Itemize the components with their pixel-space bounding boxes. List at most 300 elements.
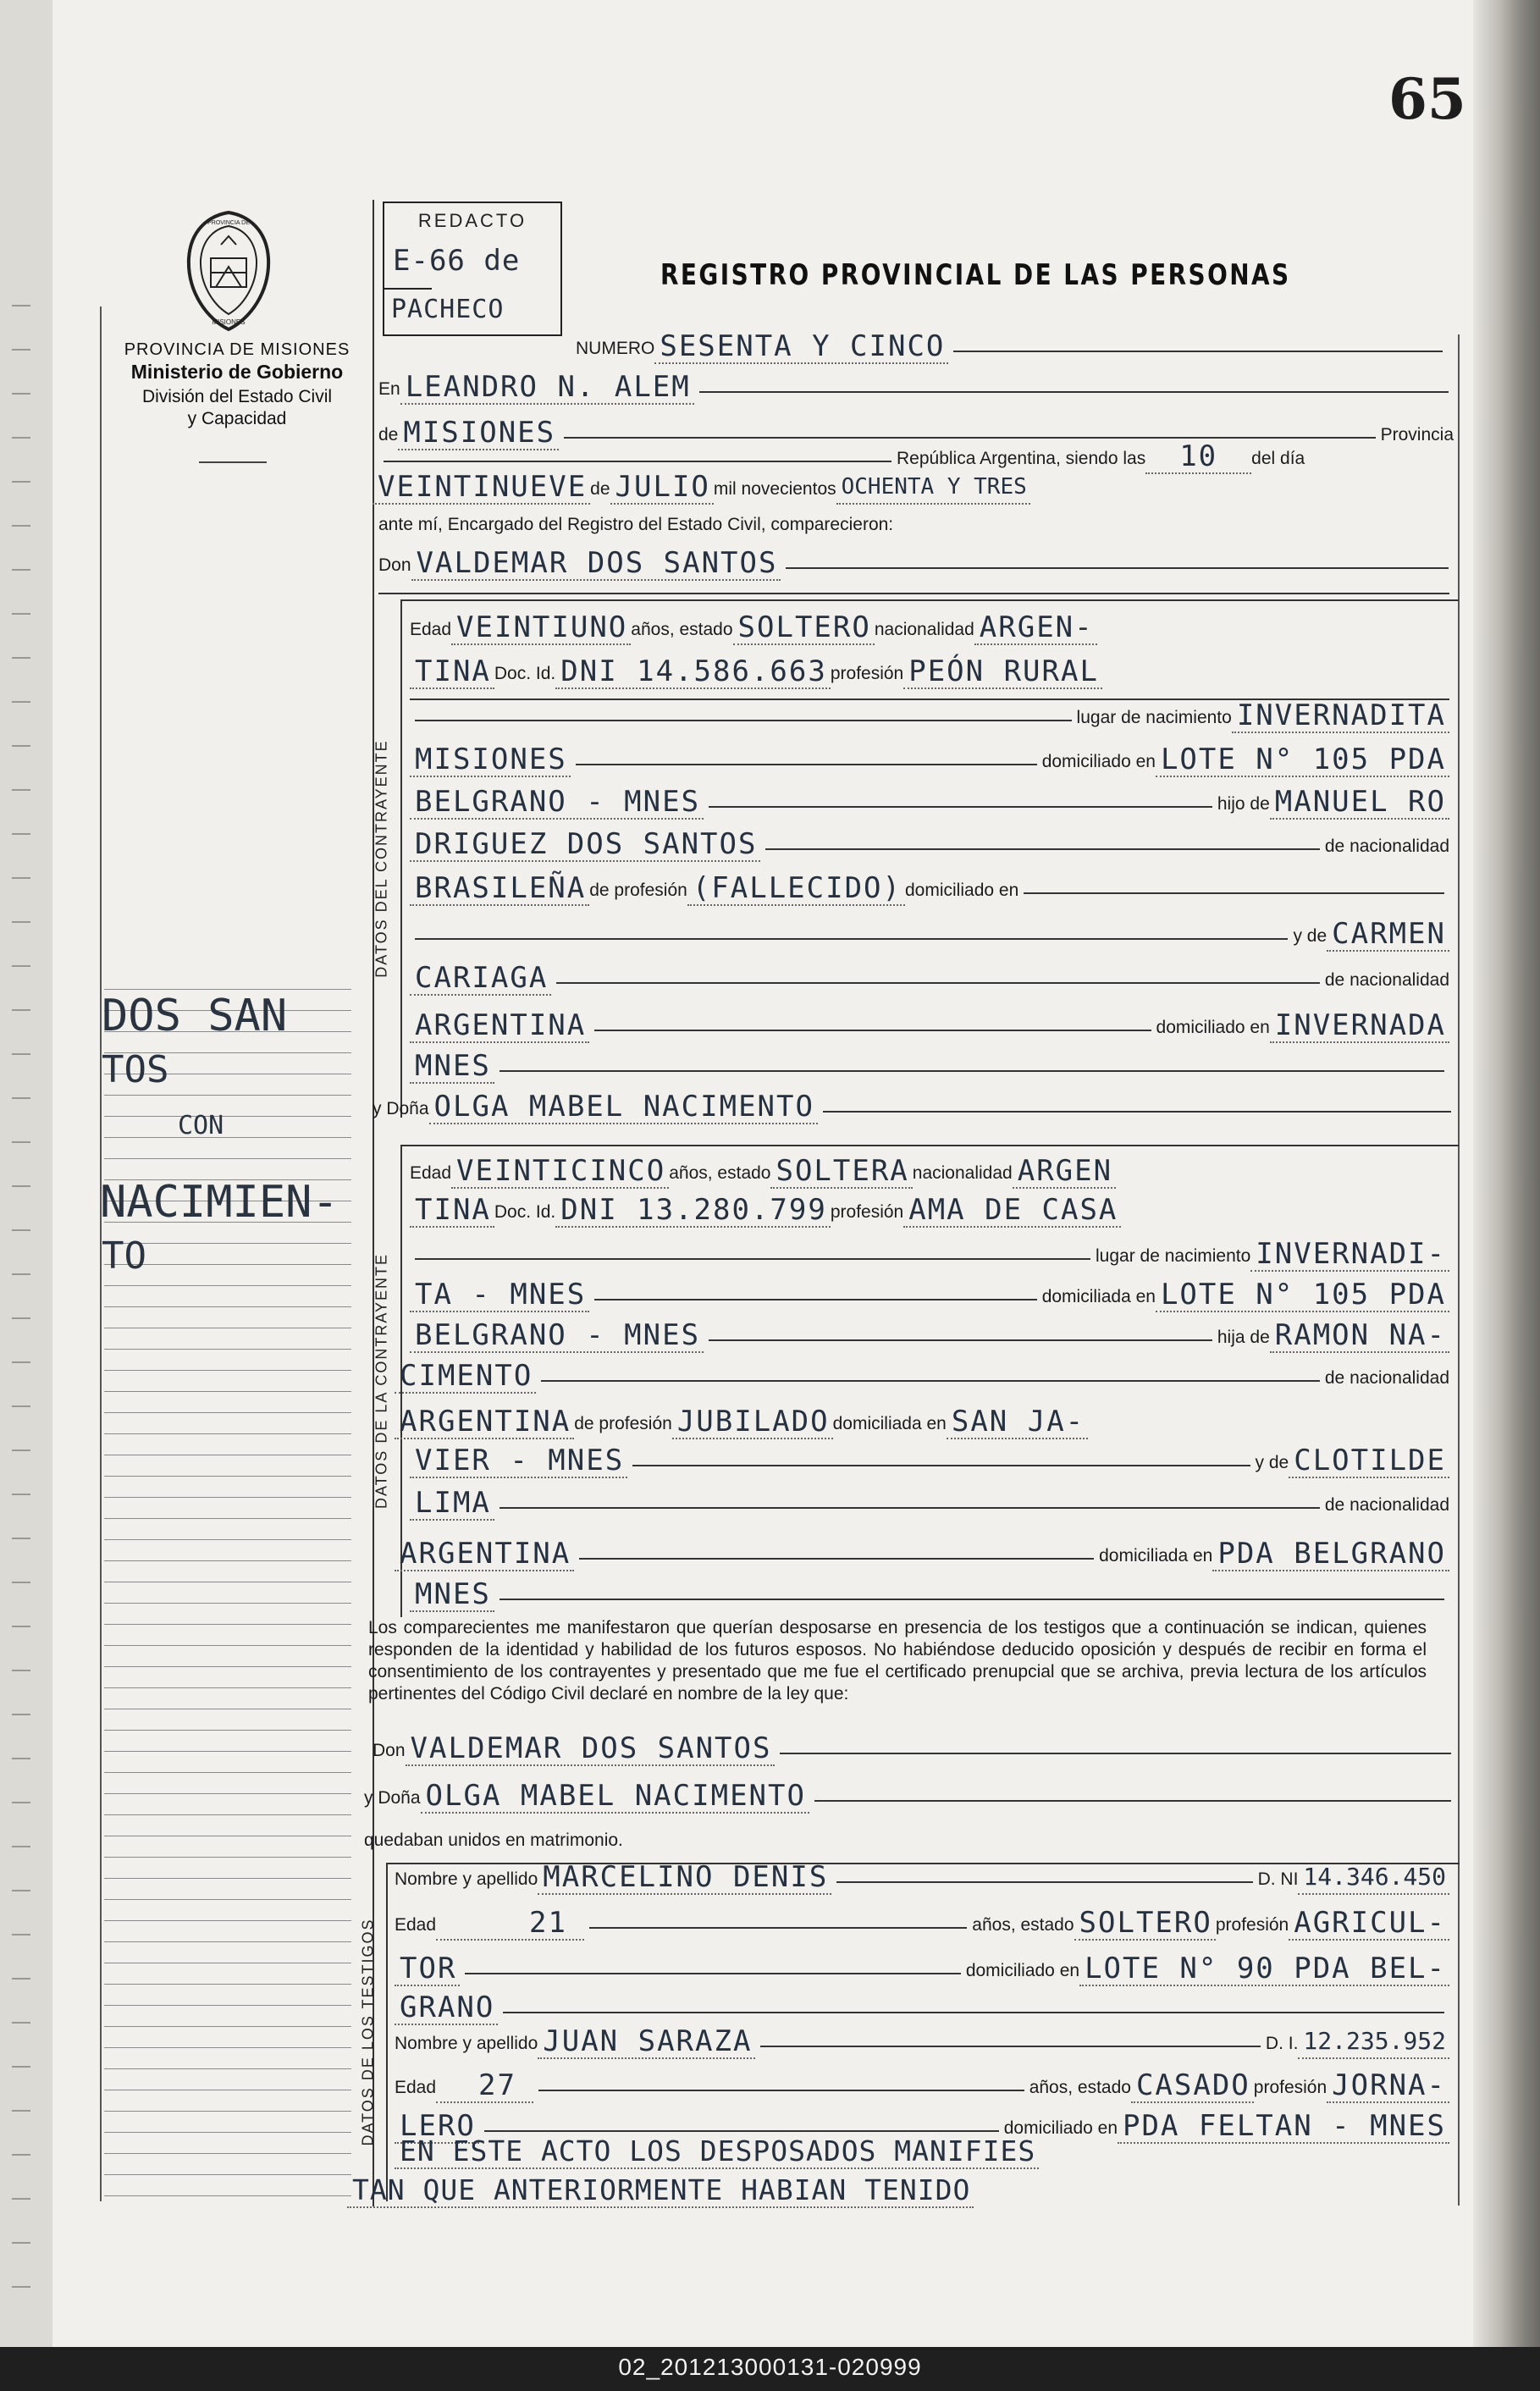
contrayenta-row-7	[395, 1400, 1449, 1439]
padre-profesion-value: JUBILADO	[672, 1405, 833, 1439]
padre-domicilio-label: domiciliada en	[832, 1414, 947, 1433]
margin-note-line-3: CON	[178, 1111, 224, 1140]
dash-fill	[541, 1380, 1320, 1382]
de-nacionalidad-label: de nacionalidad	[1324, 970, 1449, 990]
padre-domicilio-label: domiciliado en	[905, 881, 1019, 900]
edge-tick	[12, 1538, 30, 1539]
margin-ruled-line	[104, 1095, 351, 1096]
de-nacionalidad-label: de nacionalidad	[1324, 837, 1449, 856]
edge-tick	[12, 1450, 30, 1451]
edge-tick	[12, 1405, 30, 1407]
dona-row	[373, 1085, 1456, 1124]
dash-fill	[632, 1465, 1250, 1466]
nombre-label: Nombre y apellido	[395, 2034, 538, 2053]
margin-ruled-line	[104, 1814, 351, 1815]
margin-ruled-line	[104, 2153, 351, 2154]
margin-ruled-line	[104, 2195, 351, 2196]
domicilio-value: PDA FELTAN - MNES	[1118, 2110, 1449, 2144]
act-en-row	[378, 366, 1454, 405]
margin-ruled-line	[104, 2174, 351, 2175]
padre-domicilio-value-a: SAN JA-	[947, 1405, 1088, 1439]
de-profesion-label: de profesión	[574, 1414, 672, 1433]
contrayenta-row-11	[410, 1573, 1449, 1612]
y-de-label: y de	[1293, 926, 1327, 946]
anios-estado-label: años, estado	[972, 1915, 1074, 1935]
lugar-nacimiento-label: lugar de nacimiento	[1096, 1246, 1251, 1266]
dash-fill	[500, 1599, 1444, 1600]
footer-code: 02_201213000131-020999	[618, 2354, 922, 2380]
testigos-note-row-2	[347, 2169, 1456, 2208]
act-ante-row	[378, 501, 1454, 540]
testigo-2-row-1	[395, 2020, 1449, 2059]
estado-value: SOLTERO	[1074, 1907, 1216, 1941]
contrayenta-section-top-rule	[400, 1145, 1459, 1146]
dash-fill	[465, 1973, 960, 1974]
dash-fill	[415, 1258, 1090, 1260]
y-de-label: y de	[1255, 1453, 1289, 1472]
lugar-nacimiento-label: lugar de nacimiento	[1076, 708, 1232, 727]
contrayenta-section-text: DATOS DE LA CONTRAYENTE	[373, 1252, 390, 1510]
edge-tick	[12, 1141, 30, 1143]
margin-ruled-line	[104, 1666, 351, 1667]
dash-fill	[594, 1030, 1151, 1031]
dash-fill	[503, 2012, 1444, 2013]
profesion-label: profesión	[1253, 2078, 1327, 2097]
dona-label: y Doña	[373, 1099, 429, 1118]
edge-tick	[12, 1494, 30, 1495]
margin-ruled-line	[104, 1645, 351, 1646]
profesion-value-b: TOR	[395, 1952, 460, 1986]
padre-nacionalidad-value: BRASILEÑA	[410, 872, 589, 906]
madre-value-b: CARIAGA	[410, 962, 551, 996]
margin-ruled-line	[104, 1920, 351, 1921]
provincia-value: MISIONES	[398, 417, 559, 450]
contrayenta-row-5	[410, 1314, 1449, 1353]
dash-fill	[589, 1927, 967, 1929]
contrayenta-row-8	[410, 1439, 1449, 1478]
org-division: División del Estado Civil	[141, 387, 333, 406]
edge-tick	[12, 613, 30, 615]
contrayente-section-rule	[400, 599, 402, 1118]
testigos-note-row-1	[395, 2130, 1449, 2169]
madre-value-a: CARMEN	[1327, 918, 1449, 952]
decl-don-label: Don	[373, 1741, 406, 1760]
decl-dona-value: OLGA MABEL NACIMENTO	[421, 1780, 809, 1814]
contrayente-row-4	[410, 738, 1449, 777]
dash-fill	[556, 982, 1320, 984]
margin-ruled-line	[104, 1137, 351, 1138]
dash-fill	[384, 461, 891, 462]
di-label: D. I.	[1265, 2034, 1299, 2053]
margin-rule-right	[1458, 334, 1460, 2206]
dia-value: VEINTINUEVE	[373, 471, 590, 505]
dash-fill	[836, 1881, 1252, 1883]
de-nacionalidad-label: de nacionalidad	[1324, 1368, 1449, 1388]
profesion-label: profesión	[830, 1202, 904, 1222]
margin-ruled-line	[104, 1158, 351, 1159]
padre-nacionalidad-value: ARGENTINA	[395, 1405, 574, 1439]
edge-tick	[12, 2022, 30, 2024]
mil-novecientos-label: mil novecientos	[713, 479, 836, 499]
margin-note-line-5: TO	[102, 1234, 146, 1278]
numero-label: NUMERO	[576, 339, 655, 358]
edge-tick	[12, 1890, 30, 1891]
provincial-seal-icon	[182, 207, 275, 334]
edge-tick	[12, 1978, 30, 1980]
margin-ruled-line	[104, 1539, 351, 1540]
profesion-label: profesión	[830, 664, 904, 683]
margin-ruled-line	[104, 2068, 351, 2069]
padre-domicilio-value-b: VIER - MNES	[410, 1444, 627, 1478]
margin-ruled-line	[104, 1433, 351, 1434]
stamp-line-1: E-66 de	[393, 244, 521, 278]
declaration-paragraph: Los comparecientes me manifestaron que querían desposarse en presencia de los testigos que a continuación se indican, quienes responden de la identidad y habilidad de los futuros esposos. No habiéndose deducido oposición y después de recibir en forma el consentimiento de los contrayentes y presentado que me fue el certificado prenupcial que se archiva, previa lectura de los artículos pertinentes del Código Civil declaré en nombre de la ley que:	[368, 1618, 1427, 1704]
testigos-section-label	[356, 1863, 381, 2201]
margin-ruled-line	[104, 2047, 351, 2048]
margin-ruled-line	[104, 2132, 351, 2133]
dash-fill	[709, 806, 1212, 808]
margin-ruled-line	[104, 1285, 351, 1286]
edge-tick	[12, 1361, 30, 1363]
margin-ruled-line	[104, 1497, 351, 1498]
nacionalidad-label: nacionalidad	[874, 620, 974, 639]
dash-fill	[814, 1800, 1451, 1802]
nombre-label: Nombre y apellido	[395, 1869, 538, 1889]
edad-label: Edad	[395, 2078, 437, 2097]
anios-estado-label: años, estado	[1029, 2078, 1131, 2097]
margin-ruled-line	[104, 2005, 351, 2006]
contrayenta-row-1	[410, 1150, 1449, 1189]
domicilio-label: domiciliado en	[1041, 752, 1156, 771]
margin-ruled-line	[104, 1878, 351, 1879]
dash-fill	[823, 1111, 1451, 1113]
quedaban-row	[364, 1817, 1456, 1856]
edge-tick	[12, 1317, 30, 1319]
doc-label: Doc. Id.	[494, 1202, 556, 1222]
contrayente-row-2	[410, 650, 1449, 689]
madre-domicilio-value-a: PDA BELGRANO	[1212, 1538, 1449, 1571]
margin-ruled-line	[104, 1476, 351, 1477]
madre-domicilio-value-b: MNES	[410, 1050, 494, 1084]
margin-ruled-line	[104, 1751, 351, 1752]
margin-ruled-line	[104, 2026, 351, 2027]
stamp-line-2: PACHECO	[391, 295, 505, 324]
profesion-value: PEÓN RURAL	[903, 655, 1102, 689]
de-label: de	[378, 425, 399, 445]
profesion-value-b: LERO	[395, 2110, 479, 2144]
domicilio-value-a: LOTE N° 105 PDA	[1156, 1278, 1449, 1312]
padre-value-a: RAMON NA-	[1270, 1319, 1449, 1353]
dash-fill	[500, 1507, 1320, 1509]
edge-tick	[12, 1229, 30, 1231]
margin-ruled-line	[104, 1857, 351, 1858]
de-profesion-label: de profesión	[589, 881, 687, 900]
edad-label: Edad	[410, 1163, 452, 1183]
stamp-divider	[383, 288, 432, 290]
edge-tick	[12, 1009, 30, 1011]
profesion-value-a: AGRICUL-	[1289, 1907, 1449, 1941]
margin-ruled-line	[104, 1603, 351, 1604]
contrayenta-row-9	[410, 1482, 1449, 1521]
edge-tick	[12, 349, 30, 351]
dash-fill	[760, 2046, 1260, 2047]
act-don-row	[378, 542, 1454, 581]
margin-ruled-line	[104, 2111, 351, 2112]
testigos-section-rule	[386, 1863, 388, 2201]
margin-ruled-line	[104, 1772, 351, 1773]
margin-ruled-line	[104, 1899, 351, 1900]
edge-tick	[12, 1185, 30, 1187]
margin-note-line-2: TOS	[102, 1048, 169, 1091]
domicilio-label: domiciliado en	[1003, 2118, 1118, 2138]
domicilio-value-b: GRANO	[395, 1991, 498, 2025]
margin-ruled-line	[104, 1984, 351, 1985]
edad-value: 27	[436, 2069, 533, 2103]
domicilio-value-b: BELGRANO - MNES	[410, 1319, 704, 1353]
profesion-value-a: JORNA-	[1327, 2069, 1449, 2103]
contrayente-row-10	[410, 1004, 1449, 1043]
testigo-1-row-1	[395, 1856, 1449, 1895]
di-label: D. NI	[1257, 1869, 1299, 1889]
seal-top-text: PROVINCIA DE	[207, 220, 250, 226]
nombre-value: MARCELINO DENIS	[538, 1861, 831, 1895]
dash-fill	[538, 2090, 1024, 2091]
edge-tick	[12, 1670, 30, 1671]
lugar-nacimiento-value-b: MISIONES	[410, 743, 571, 777]
org-divider	[199, 461, 267, 463]
decl-don-value: VALDEMAR DOS SANTOS	[406, 1732, 776, 1766]
dash-fill	[500, 1070, 1444, 1072]
dash-fill	[780, 1753, 1451, 1754]
dash-fill	[709, 1339, 1212, 1341]
edge-tick	[12, 2242, 30, 2244]
contrayenta-row-10	[395, 1532, 1449, 1571]
decl-dona-row	[364, 1775, 1456, 1814]
contrayente-row-9	[410, 957, 1449, 996]
domicilio-value-b: BELGRANO - MNES	[410, 786, 704, 820]
nacionalidad-value-a: ARGEN-	[974, 611, 1097, 645]
edad-value: VEINTIUNO	[451, 611, 631, 645]
dash-fill	[765, 848, 1319, 850]
hijo-de-label: hijo de	[1217, 794, 1270, 814]
padre-value-a: MANUEL RO	[1270, 786, 1449, 820]
seal-bottom-text: MISIONES	[212, 318, 246, 326]
margin-ruled-line	[104, 989, 351, 990]
edge-tick	[12, 1097, 30, 1099]
di-value: 12.235.952	[1298, 2025, 1449, 2059]
contrayente-section-text: DATOS DEL CONTRAYENTE	[373, 739, 390, 978]
edge-tick	[12, 305, 30, 306]
margin-ruled-line	[104, 1560, 351, 1561]
margin-note-line-4: NACIMIEN-	[100, 1177, 339, 1228]
contrayente-row-5	[410, 781, 1449, 820]
don-label: Don	[378, 555, 411, 575]
mes-value: JULIO	[610, 471, 714, 505]
hija-de-label: hija de	[1217, 1328, 1270, 1347]
edge-tick	[12, 2154, 30, 2156]
lugar-nacimiento-value-b: TA - MNES	[410, 1278, 589, 1312]
register-heading: REGISTRO PROVINCIAL DE LAS PERSONAS	[660, 258, 1291, 292]
de-mes-label: de	[590, 479, 610, 499]
margin-ruled-line	[104, 1370, 351, 1371]
testigos-section-text: DATOS DE LOS TESTIGOS	[359, 1918, 377, 2146]
contrayente-row-1	[410, 606, 1449, 645]
contrayenta-row-2	[410, 1189, 1449, 1228]
edge-tick	[12, 789, 30, 791]
contrayenta-row-6	[395, 1355, 1449, 1394]
testigo-1-row-2	[395, 1902, 1449, 1941]
edge-tick	[12, 525, 30, 527]
contrayente-row-3	[410, 694, 1449, 733]
margin-ruled-line	[104, 1412, 351, 1413]
edge-tick	[12, 2198, 30, 2200]
edge-tick	[12, 1934, 30, 1935]
edge-tick	[12, 2286, 30, 2288]
del-dia-label: del día	[1251, 449, 1305, 468]
republica-label: República Argentina, siendo las	[897, 449, 1146, 468]
book-spine	[1473, 0, 1540, 2347]
dash-fill	[576, 764, 1037, 765]
org-province: PROVINCIA DE MISIONES	[124, 340, 351, 359]
edge-tick	[12, 1626, 30, 1627]
lugar-nacimiento-value-a: INVERNADITA	[1232, 699, 1449, 733]
estado-value: CASADO	[1131, 2069, 1254, 2103]
edge-tick	[12, 1758, 30, 1759]
contrayenta-section-label	[369, 1145, 395, 1617]
edad-label: Edad	[395, 1915, 437, 1935]
testigo-2-row-2	[395, 2064, 1449, 2103]
testigo-1-row-3	[395, 1947, 1449, 1986]
edge-tick	[12, 2110, 30, 2112]
doc-value: DNI 14.586.663	[555, 655, 831, 689]
profesion-value: AMA DE CASA	[903, 1194, 1121, 1228]
edge-tick	[12, 393, 30, 395]
dash-fill	[699, 391, 1449, 393]
anios-estado-label: años, estado	[669, 1163, 771, 1183]
domicilio-label: domiciliado en	[965, 1961, 1080, 1980]
previous-page-edge	[0, 0, 52, 2347]
page-number: 65	[1388, 66, 1466, 132]
edge-tick	[12, 481, 30, 483]
lugar-nacimiento-value-a: INVERNADI-	[1250, 1238, 1449, 1272]
profesion-label: profesión	[1215, 1915, 1289, 1935]
domicilio-label: domiciliada en	[1041, 1287, 1156, 1306]
org-ministry: Ministerio de Gobierno	[130, 361, 344, 383]
edge-tick	[12, 2066, 30, 2068]
estado-value: SOLTERA	[770, 1155, 912, 1189]
edge-tick	[12, 877, 30, 879]
margin-ruled-line	[104, 1793, 351, 1794]
edge-tick	[12, 437, 30, 439]
margin-ruled-line	[104, 1391, 351, 1392]
anios-estado-label: años, estado	[631, 620, 733, 639]
madre-value-b: LIMA	[410, 1487, 494, 1521]
doc-value: DNI 13.280.799	[555, 1194, 831, 1228]
edge-tick	[12, 1582, 30, 1583]
madre-domicilio-value-a: INVERNADA	[1270, 1009, 1449, 1043]
margin-ruled-line	[104, 1730, 351, 1731]
act-numero-row	[576, 325, 1448, 364]
edge-tick	[12, 1846, 30, 1847]
dona-value: OLGA MABEL NACIMENTO	[429, 1091, 818, 1124]
en-label: En	[378, 379, 400, 399]
estado-value: SOLTERO	[733, 611, 875, 645]
dash-fill	[415, 938, 1288, 940]
edge-tick	[12, 701, 30, 703]
padre-value-b: DRIGUEZ DOS SANTOS	[410, 828, 760, 862]
margin-ruled-line	[104, 1349, 351, 1350]
org-capacity: y Capacidad	[187, 409, 287, 428]
domicilio-value-a: LOTE N° 105 PDA	[1156, 743, 1449, 777]
edge-tick	[12, 569, 30, 571]
edge-tick	[12, 1714, 30, 1715]
nacionalidad-value-a: ARGEN	[1013, 1155, 1116, 1189]
margin-ruled-line	[104, 1518, 351, 1519]
contrayente-section-top-rule	[400, 599, 1459, 601]
contrayenta-row-4	[410, 1273, 1449, 1312]
madre-domicilio-label: domiciliada en	[1099, 1546, 1213, 1565]
margin-ruled-line	[104, 1116, 351, 1117]
madre-nacionalidad-value: ARGENTINA	[395, 1538, 574, 1571]
edge-tick	[12, 1802, 30, 1803]
edge-tick	[12, 921, 30, 923]
padre-value-b: CIMENTO	[395, 1360, 536, 1394]
contrayente-row-6	[410, 823, 1449, 862]
act-fecha-row	[373, 466, 1460, 505]
madre-domicilio-label: domiciliado en	[1156, 1018, 1270, 1037]
dash-fill	[1024, 892, 1444, 894]
nacionalidad-value-b: TINA	[410, 655, 494, 689]
provincia-label: Provincia	[1380, 425, 1454, 445]
dash-fill	[953, 351, 1443, 352]
don-value: VALDEMAR DOS SANTOS	[411, 547, 781, 581]
numero-value: SESENTA Y CINCO	[654, 330, 948, 364]
margin-ruled-line	[104, 1687, 351, 1688]
edge-tick	[12, 1273, 30, 1275]
margin-note-line-1: DOS SAN	[102, 991, 288, 1041]
madre-value-a: CLOTILDE	[1289, 1444, 1449, 1478]
decl-dona-label: y Doña	[364, 1788, 421, 1808]
edge-tick	[12, 657, 30, 659]
margin-ruled-line	[104, 1306, 351, 1307]
note-line-2: TAN QUE ANTERIORMENTE HABIAN TENIDO	[347, 2174, 974, 2208]
edad-value: VEINTICINCO	[451, 1155, 669, 1189]
edad-label: Edad	[410, 620, 452, 639]
dash-fill	[415, 720, 1072, 721]
doc-label: Doc. Id.	[494, 664, 556, 683]
de-nacionalidad-label: de nacionalidad	[1324, 1495, 1449, 1515]
dash-fill	[786, 567, 1449, 569]
hora-value: 10	[1145, 440, 1251, 474]
dash-fill	[594, 1299, 1036, 1300]
madre-domicilio-value-b: MNES	[410, 1578, 494, 1612]
margin-ruled-line	[104, 1941, 351, 1942]
decl-don-row	[373, 1727, 1456, 1766]
contrayente-row-8	[410, 913, 1449, 952]
domicilio-value-a: LOTE N° 90 PDA BEL-	[1079, 1952, 1449, 1986]
quedaban-text: quedaban unidos en matrimonio.	[364, 1831, 623, 1850]
ante-label: ante mí, Encargado del Registro del Estado Civil, comparecieron:	[378, 515, 894, 534]
note-line-1: EN ESTE ACTO LOS DESPOSADOS MANIFIES	[395, 2135, 1039, 2169]
di-value: 14.346.450	[1298, 1861, 1449, 1895]
edge-tick	[12, 745, 30, 747]
madre-nacionalidad-value: ARGENTINA	[410, 1009, 589, 1043]
edge-tick	[12, 1053, 30, 1055]
nacionalidad-value-b: TINA	[410, 1194, 494, 1228]
edad-value: 21	[436, 1907, 584, 1941]
stamp-title: REDACTO	[417, 210, 527, 231]
padre-profesion-value: (FALLECIDO)	[687, 872, 905, 906]
